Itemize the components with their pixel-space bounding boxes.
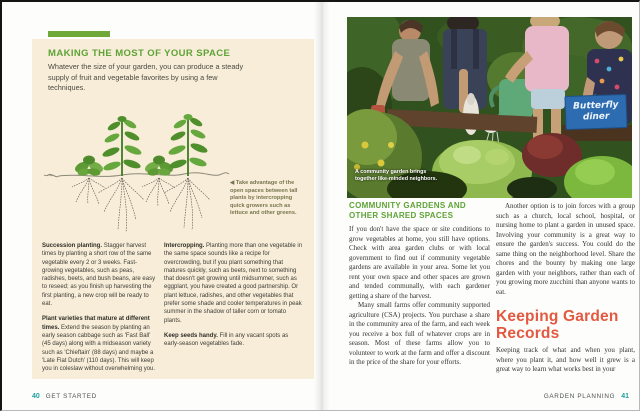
records-heading: Keeping Garden Records xyxy=(496,308,619,342)
community-garden-photo xyxy=(347,17,632,198)
paragraph-text: Extend the season by planting an early season cabbage such as 'Fast Ball' (45 days) along with a midseason variety such as 'Chieftain' (88 days) and maybe a 'Late Flat Dutch' (110 days). This will keep you in coleslaw without overwhelming you. xyxy=(42,324,156,373)
paragraph xyxy=(164,332,304,349)
tall-plant-2 xyxy=(167,114,208,176)
paragraph-text: Fill in any vacant spots as early-season vegetables fade. xyxy=(164,332,289,348)
footer-right xyxy=(544,393,629,400)
right-page-column-2 xyxy=(496,202,635,375)
paragraph xyxy=(42,315,158,373)
text-column-1 xyxy=(42,242,158,380)
illustration-caption: ◀ Take advantage of the open spaces between tall plants by intercropping quick growers such as lettuce and other greens. xyxy=(230,180,298,217)
intro-text: Whatever the size of your garden, you can produce a steady supply of fruit and vegetable favorites by using a few techniques. xyxy=(48,62,244,93)
paragraph: Another option is to join forces with a group such as a church, local school, hospital, or nursing home to plant a garden in unused space. Involving your community is a great way to ensure the garden's success. You could do the same thing on the neighborhood level. Share the chores and the bounty by making one large garden with your neighbors, rather than each of you growing more zucchini than anyone wants to eat. xyxy=(496,202,635,296)
lead-in: Keep seeds handy. xyxy=(164,332,218,339)
paragraph: Many small farms offer community supported agriculture (CSA) projects. You purchase a share in the community area of the farm, and each week you receive a box full of whatever crops are in season. Most of these farms allow you to volunteer to work at the farm and offer a discount in the price of the share for your efforts. xyxy=(349,301,490,366)
lead-in: Succession planting. xyxy=(42,243,103,249)
paragraph: If you don't have the space or site conditions to grow vegetables at home, you still have options. Check with area garden clubs or with local government to find out if community vegetable gardens are available in your area. Some let you rent your own space and other spaces are grown and tended communally, with each gardener getting a share of the harvest. xyxy=(349,225,490,300)
plant-roots xyxy=(72,178,210,232)
butterfly-diner-sign xyxy=(564,94,627,130)
short-plant-1 xyxy=(73,156,104,177)
photo-caption-line1: A community garden brings xyxy=(355,169,427,175)
page-number: 41 xyxy=(621,393,629,400)
lead-in: Plant varieties that mature at different times. xyxy=(42,316,150,331)
paragraph-text: Planting more than one vegetable in the same space sounds like a recipe for overcrowding, but if you plant something that matures quickly, such as beets, next to something that doesn't get growing until midsummer, such as eggplant, you have created a good partnership. Or plant lettuce, radishes, and other vegetables that prefer some shade and cooler temperatures in peak summer in the shadow of taller corn or tomato plants. xyxy=(164,243,303,324)
plant-illustration xyxy=(38,114,233,240)
page-title: MAKING THE MOST OF YOUR SPACE xyxy=(48,48,231,59)
photo-caption xyxy=(355,169,485,183)
section-label: GARDEN PLANNING xyxy=(543,393,616,400)
paragraph xyxy=(164,242,304,325)
right-page-column-1 xyxy=(349,201,490,368)
page-gutter xyxy=(314,2,330,411)
lead-in: Intercropping. xyxy=(164,243,205,249)
accent-bar xyxy=(48,31,110,37)
text-column-2 xyxy=(164,242,304,356)
photo-caption-line2: together like-minded neighbors. xyxy=(355,176,438,182)
paragraph-text: Stagger harvest times by planting a short row of the same vegetable every 2 or 3 weeks. Fast-growing vegetables, such as peas, radishes, beets, and bush beans, are easy to reseed; as you finish up harvesting the first planting, a new crop will be ready to eat. xyxy=(42,243,156,308)
footer-left xyxy=(32,393,97,400)
sign-text-line1: Butterfly xyxy=(572,100,619,112)
section-label: GET STARTED xyxy=(45,393,97,400)
section-heading: COMMUNITY GARDENS AND OTHER SHARED SPACES xyxy=(349,201,466,220)
paragraph xyxy=(42,242,158,308)
paragraph: Keeping track of what and when you plant, where you plant it, and how well it grew is a great way to learn what works best in your xyxy=(496,346,635,373)
soil-line xyxy=(47,173,229,177)
tall-plant-1 xyxy=(101,116,142,176)
sign-text-line2: diner xyxy=(582,111,610,123)
page-number: 40 xyxy=(32,393,40,400)
